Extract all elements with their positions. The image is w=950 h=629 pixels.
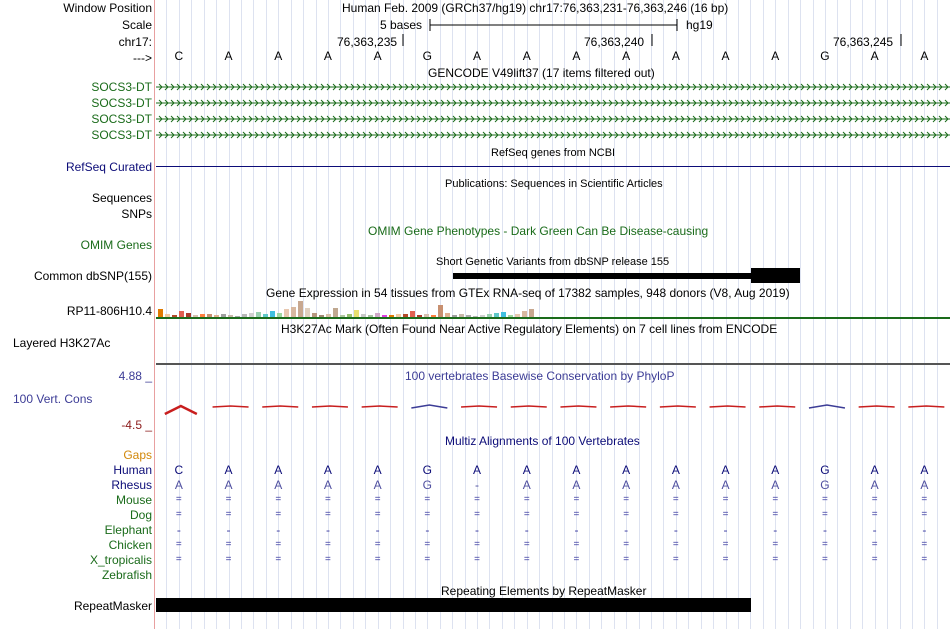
multiz-alignment-base: G — [422, 478, 433, 492]
base-letter: A — [771, 49, 780, 63]
multiz-alignment-base: = — [175, 539, 182, 550]
multiz-alignment-base: A — [323, 478, 332, 492]
multiz-alignment-base: A — [522, 478, 531, 492]
multiz-alignment-base: = — [325, 494, 331, 505]
multiz-alignment-base: A — [671, 463, 680, 477]
gencode-item-label[interactable]: SOCS3-DT — [91, 128, 152, 142]
multiz-alignment-base: = — [921, 509, 928, 520]
base-letter: A — [373, 49, 382, 63]
multiz-alignment-base: = — [424, 509, 431, 520]
multiz-alignment-base: = — [822, 509, 828, 520]
gtex-tissue-bar — [172, 315, 177, 317]
window-position-label: Window Position — [63, 1, 152, 15]
multiz-alignment-base: A — [920, 478, 929, 492]
phylop-peak — [809, 405, 845, 408]
phylop-peak — [660, 406, 696, 407]
base-letter: A — [920, 49, 929, 63]
base-letter: G — [820, 49, 830, 63]
multiz-alignment-base: = — [921, 494, 928, 505]
phylop-peak — [859, 406, 895, 407]
multiz-alignment-base: A — [522, 463, 531, 477]
multiz-alignment-base: = — [722, 539, 729, 550]
multiz-alignment-base: = — [822, 539, 828, 550]
gtex-tissue-bar — [396, 314, 401, 317]
scale-label: Scale — [121, 18, 152, 32]
phylop-peak — [759, 406, 795, 407]
multiz-alignment-base: A — [473, 463, 482, 477]
multiz-alignment-base: A — [622, 478, 631, 492]
multiz-alignment-base: = — [523, 509, 530, 520]
phylop-conservation-plot[interactable] — [156, 396, 950, 420]
gtex-tissue-bar — [284, 309, 289, 317]
gtex-tissue-bar — [487, 314, 492, 317]
multiz-alignment-base: = — [275, 539, 282, 550]
multiz-alignment-base: = — [772, 554, 779, 565]
snps-track-label[interactable]: SNPs — [121, 207, 152, 221]
gtex-tissue-bar — [417, 315, 422, 317]
multiz-alignment-base: = — [871, 539, 878, 550]
gencode-item-label[interactable]: SOCS3-DT — [91, 96, 152, 110]
multiz-alignment-base: = — [921, 539, 928, 550]
multiz-alignment-base: = — [325, 509, 331, 520]
phylop-peak — [411, 405, 447, 408]
multiz-alignment-base: = — [374, 539, 381, 550]
multiz-alignment-base: = — [374, 509, 381, 520]
multiz-alignment-base: = — [573, 494, 580, 505]
multiz-alignment-base: = — [474, 554, 480, 565]
multiz-alignment-base: - — [276, 523, 281, 537]
position-tick-2: 76,363,240 — [584, 35, 645, 49]
base-letter: A — [473, 49, 482, 63]
multiz-alignment-base: A — [373, 463, 382, 477]
phylop-track-label[interactable]: 100 Vert. Cons — [13, 392, 93, 406]
multiz-alignment-base: A — [224, 463, 233, 477]
gtex-tissue-bar — [277, 313, 282, 317]
multiz-alignment-base: A — [274, 463, 283, 477]
gtex-tissue-bar — [186, 313, 191, 317]
multiz-alignment-base: A — [323, 463, 332, 477]
base-letter: A — [622, 49, 631, 63]
multiz-species-label[interactable]: X_tropicalis — [89, 553, 152, 567]
gtex-tissue-bar — [361, 314, 366, 317]
gtex-tissue-bar — [522, 311, 527, 317]
base-letter: A — [274, 49, 283, 63]
refseq-track-label[interactable]: RefSeq Curated — [65, 160, 152, 174]
multiz-alignment-base: = — [374, 554, 381, 565]
multiz-alignment-base: = — [325, 554, 331, 565]
multiz-alignment-base: - — [872, 523, 877, 537]
multiz-alignment-base: = — [175, 509, 182, 520]
multiz-alignment-base: = — [672, 539, 679, 550]
multiz-alignment-base: = — [672, 554, 679, 565]
repeatmasker-track-label[interactable]: RepeatMasker — [73, 599, 152, 613]
multiz-species-label[interactable]: Elephant — [104, 523, 152, 537]
multiz-alignment-base: - — [475, 478, 480, 492]
gtex-tissue-bar — [508, 315, 513, 317]
gtex-expression-bars[interactable] — [156, 298, 950, 320]
base-letter: A — [721, 49, 730, 63]
phylop-peak — [165, 406, 197, 414]
gtex-tissue-bar — [529, 309, 534, 317]
gtex-tissue-bar — [235, 316, 240, 317]
gtex-tissue-bar — [438, 305, 443, 317]
omim-track-title: OMIM Gene Phenotypes - Dark Green Can Be Disease-causing — [368, 224, 709, 238]
gtex-tissue-bar — [263, 314, 268, 317]
multiz-alignment-base: = — [175, 554, 182, 565]
multiz-species-label[interactable]: Zebrafish — [101, 568, 152, 582]
label-divider — [154, 0, 155, 629]
refseq-track-title: RefSeq genes from NCBI — [491, 147, 616, 159]
multiz-alignment-base: = — [225, 509, 232, 520]
gencode-transcripts[interactable] — [156, 80, 950, 144]
multiz-alignment-base: - — [226, 523, 231, 537]
gtex-tissue-bar — [242, 314, 247, 317]
multiz-alignment-base: = — [623, 539, 630, 550]
gencode-track-title: GENCODE V49lift37 (17 items filtered out) — [428, 66, 655, 80]
phylop-peak — [262, 406, 298, 407]
multiz-alignment-base: G — [422, 463, 433, 477]
scale-bar-text: 5 bases — [380, 18, 423, 32]
multiz-alignment-base: = — [772, 509, 779, 520]
multiz-alignment-base: = — [225, 539, 232, 550]
gtex-tissue-bar — [298, 301, 303, 317]
refseq-gene-line[interactable] — [156, 166, 950, 167]
multiz-alignment-base: - — [624, 523, 629, 537]
gtex-tissue-bar — [466, 315, 471, 317]
gtex-tissue-bar — [319, 315, 324, 317]
position-tick-marks — [402, 34, 904, 48]
strand-label: ---> — [133, 51, 152, 65]
multiz-alignment-base: - — [475, 523, 480, 537]
multiz-alignment-base: A — [870, 463, 879, 477]
multiz-species-label[interactable]: Human — [113, 463, 152, 477]
base-letter: A — [522, 49, 531, 63]
gtex-tissue-bar — [382, 315, 387, 317]
multiz-alignment-base: = — [474, 494, 480, 505]
multiz-alignment-base: = — [225, 554, 232, 565]
multiz-alignment-base: A — [721, 463, 730, 477]
phylop-peak — [908, 406, 944, 407]
gtex-tissue-bar — [445, 313, 450, 317]
multiz-alignment-base: = — [523, 554, 530, 565]
multiz-alignment-base: = — [424, 539, 431, 550]
multiz-alignment-base: A — [721, 478, 730, 492]
omim-track-label[interactable]: OMIM Genes — [80, 238, 152, 252]
position-tick-1: 76,363,235 — [337, 35, 398, 49]
base-letter: G — [422, 49, 433, 63]
gtex-tissue-bar — [193, 315, 198, 317]
multiz-track-title: Multiz Alignments of 100 Vertebrates — [445, 434, 640, 448]
position-tick-3: 76,363,245 — [833, 35, 894, 49]
multiz-alignment-base: - — [574, 523, 579, 537]
gtex-tissue-bar — [179, 311, 184, 317]
gtex-tissue-bar — [221, 314, 226, 317]
base-letter: C — [174, 49, 184, 63]
multiz-alignment-base: - — [325, 523, 330, 537]
multiz-alignment-base: A — [572, 478, 581, 492]
phylop-peak — [511, 406, 547, 407]
multiz-gaps-label[interactable]: Gaps — [123, 448, 152, 462]
multiz-alignment-base: - — [375, 523, 380, 537]
dbsnp-track-title: Short Genetic Variants from dbSNP release 155 — [436, 256, 670, 268]
multiz-alignment-base: A — [622, 463, 631, 477]
multiz-alignment-base: = — [871, 509, 878, 520]
multiz-alignment-base: - — [922, 523, 927, 537]
dbsnp-variant-bar[interactable] — [453, 273, 751, 279]
multiz-alignment-base: A — [373, 478, 382, 492]
gtex-tissue-bar — [165, 314, 170, 317]
gtex-tissue-bar — [452, 315, 457, 317]
dbsnp-track-label[interactable]: Common dbSNP(155) — [33, 269, 152, 283]
multiz-alignment-base: = — [623, 494, 630, 505]
multiz-alignment-base: A — [572, 463, 581, 477]
multiz-alignment-base: G — [820, 478, 830, 492]
h3k27ac-track-title: H3K27Ac Mark (Often Found Near Active Regulatory Elements) on 7 cell lines from ENCODE — [281, 322, 778, 336]
gtex-tissue-bar — [494, 313, 499, 317]
multiz-alignment-base: = — [722, 509, 729, 520]
chromosome-label: chr17: — [118, 35, 152, 49]
multiz-alignment-base: = — [474, 539, 480, 550]
h3k27ac-track-label[interactable]: Layered H3K27Ac — [13, 336, 111, 350]
multiz-alignment-base: = — [623, 509, 630, 520]
multiz-alignment-base: - — [524, 523, 529, 537]
multiz-alignment-base: A — [671, 478, 680, 492]
gtex-tissue-bar — [347, 314, 352, 317]
multiz-alignment-base: = — [523, 539, 530, 550]
multiz-alignment-base: = — [424, 554, 431, 565]
h3k27ac-signal-baseline[interactable] — [156, 363, 950, 365]
base-letter: A — [572, 49, 581, 63]
base-letter: A — [671, 49, 680, 63]
gtex-tissue-bar — [389, 315, 394, 317]
multiz-alignment-base: A — [174, 478, 183, 492]
multiz-alignment-base: A — [870, 478, 879, 492]
gtex-tissue-bar — [501, 312, 506, 317]
multiz-alignment-base: = — [871, 494, 878, 505]
multiz-alignment-base: C — [174, 463, 184, 477]
multiz-species-label[interactable]: Mouse — [115, 493, 152, 507]
multiz-alignment-base: = — [374, 494, 381, 505]
phylop-track-title: 100 vertebrates Basewise Conservation by PhyloP — [405, 369, 675, 383]
phylop-peak — [312, 406, 348, 407]
base-letter: A — [323, 49, 332, 63]
scale-bar — [429, 17, 679, 33]
gtex-tissue-bar — [158, 309, 163, 317]
multiz-alignment-base: = — [822, 554, 828, 565]
gtex-tissue-bar — [410, 311, 415, 317]
gtex-tissue-bar — [480, 315, 485, 317]
multiz-alignment-base: = — [722, 494, 729, 505]
base-letter: A — [870, 49, 879, 63]
gtex-track-label[interactable]: RP11-806H10.4 — [66, 304, 152, 318]
multiz-alignment-base: - — [673, 523, 678, 537]
gtex-tissue-bar — [473, 316, 478, 317]
phylop-peak — [362, 406, 398, 407]
multiz-alignment-base: = — [225, 494, 232, 505]
gtex-tissue-bar — [228, 315, 233, 317]
publications-track-title: Publications: Sequences in Scientific Articles — [445, 178, 663, 190]
gtex-tissue-bar — [354, 310, 359, 317]
dbsnp-variant-block[interactable] — [751, 268, 800, 283]
multiz-species-label[interactable]: Chicken — [108, 538, 152, 552]
multiz-alignment-base: = — [275, 494, 282, 505]
gtex-tissue-bar — [403, 314, 408, 317]
repeatmasker-track-title: Repeating Elements by RepeatMasker — [441, 584, 647, 598]
multiz-alignment-base: = — [623, 554, 630, 565]
base-letter: A — [224, 49, 233, 63]
gtex-tissue-bar — [305, 308, 310, 317]
multiz-alignment-base: A — [920, 463, 929, 477]
gtex-tissue-bar — [291, 307, 296, 317]
gtex-tissue-bar — [270, 311, 275, 317]
gtex-tissue-bar — [207, 314, 212, 317]
multiz-alignment-base: - — [176, 523, 181, 537]
multiz-alignment-base: - — [822, 523, 827, 537]
multiz-alignment-base: = — [523, 494, 530, 505]
multiz-alignment-base: = — [275, 554, 282, 565]
phylop-min-value: -4.5 _ — [121, 418, 152, 432]
multiz-alignment-base: = — [175, 494, 182, 505]
publications-track-label[interactable]: Sequences — [91, 191, 152, 205]
multiz-alignment-base: = — [573, 539, 580, 550]
multiz-alignment-base: = — [871, 554, 878, 565]
repeatmasker-element[interactable] — [156, 598, 751, 612]
assembly-position-text: Human Feb. 2009 (GRCh37/hg19) chr17:76,363,231-76,363,246 (16 bp) — [342, 1, 729, 15]
gtex-tissue-bar — [340, 315, 345, 317]
gencode-item-label[interactable]: SOCS3-DT — [91, 112, 152, 126]
multiz-species-label[interactable]: Rhesus — [111, 478, 152, 492]
multiz-alignment-base: = — [722, 554, 729, 565]
phylop-peak — [461, 406, 497, 407]
gtex-tissue-bar — [214, 315, 219, 317]
multiz-alignment-base: = — [672, 494, 679, 505]
gtex-tissue-bar — [326, 314, 331, 317]
gtex-track-title: Gene Expression in 54 tissues from GTEx RNA-seq of 17382 samples, 948 donors (V8, Aug 2019) — [266, 286, 790, 300]
gtex-tissue-bar — [431, 315, 436, 317]
multiz-alignment-base: = — [325, 539, 331, 550]
gtex-tissue-bar — [515, 314, 520, 317]
gtex-tissue-bar — [256, 312, 261, 317]
multiz-alignment-base: = — [921, 554, 928, 565]
multiz-alignment-base: A — [224, 478, 233, 492]
gtex-tissue-bar — [424, 314, 429, 317]
multiz-alignment-base: = — [573, 509, 580, 520]
gtex-tissue-bar — [375, 313, 380, 317]
gtex-tissue-bar — [368, 315, 373, 317]
phylop-peak — [213, 406, 249, 407]
multiz-alignment-base: = — [772, 539, 779, 550]
gtex-tissue-bar — [333, 308, 338, 317]
phylop-peak — [560, 406, 596, 407]
phylop-max-value: 4.88 _ — [118, 369, 152, 383]
phylop-peak — [610, 406, 646, 407]
gtex-tissue-bar — [249, 313, 254, 317]
multiz-alignment-base: = — [772, 494, 779, 505]
multiz-alignment-base: - — [773, 523, 778, 537]
multiz-alignment-base: = — [474, 509, 480, 520]
multiz-alignment-base: = — [672, 509, 679, 520]
phylop-peak — [710, 406, 746, 407]
multiz-alignment-base: A — [771, 478, 780, 492]
multiz-alignment-base: = — [822, 494, 828, 505]
gtex-tissue-bar — [200, 314, 205, 317]
multiz-alignment-base: = — [573, 554, 580, 565]
gtex-tissue-bar — [312, 313, 317, 317]
multiz-alignment-base: - — [723, 523, 728, 537]
scale-db-label: hg19 — [686, 18, 713, 32]
multiz-alignment-base: A — [771, 463, 780, 477]
multiz-species-label[interactable]: Dog — [129, 508, 152, 522]
multiz-alignment-base: = — [275, 509, 282, 520]
gtex-tissue-bar — [459, 314, 464, 317]
multiz-alignment-base: - — [425, 523, 430, 537]
gencode-item-label[interactable]: SOCS3-DT — [91, 80, 152, 94]
multiz-alignment-base: = — [424, 494, 431, 505]
multiz-alignment-base: G — [820, 463, 830, 477]
multiz-alignment-base: A — [274, 478, 283, 492]
